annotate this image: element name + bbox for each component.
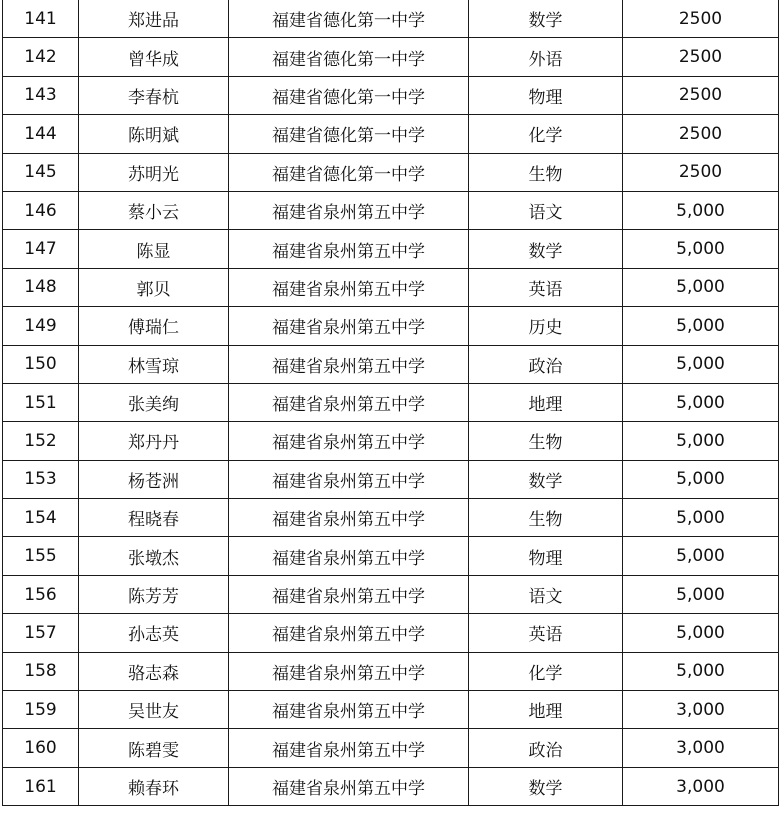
row-number: 158 — [3, 652, 79, 690]
table-row — [3, 345, 779, 383]
school-name: 福建省泉州第五中学 — [229, 422, 469, 460]
table-row — [3, 537, 779, 575]
table-row — [3, 230, 779, 268]
row-number: 159 — [3, 691, 79, 729]
school-name: 福建省德化第一中学 — [229, 38, 469, 76]
row-number: 154 — [3, 499, 79, 537]
award-amount: 5,000 — [623, 383, 779, 421]
school-name: 福建省泉州第五中学 — [229, 460, 469, 498]
school-name: 福建省泉州第五中学 — [229, 537, 469, 575]
subject: 数学 — [469, 460, 623, 498]
school-name: 福建省泉州第五中学 — [229, 691, 469, 729]
school-name: 福建省德化第一中学 — [229, 76, 469, 114]
subject: 地理 — [469, 691, 623, 729]
subject: 政治 — [469, 345, 623, 383]
row-number: 160 — [3, 729, 79, 767]
teacher-name: 吴世友 — [79, 691, 229, 729]
school-name: 福建省泉州第五中学 — [229, 499, 469, 537]
award-amount: 5,000 — [623, 537, 779, 575]
teacher-name: 郑丹丹 — [79, 422, 229, 460]
award-amount: 2500 — [623, 38, 779, 76]
teacher-name: 杨苍洲 — [79, 460, 229, 498]
row-number: 143 — [3, 76, 79, 114]
teacher-name: 骆志森 — [79, 652, 229, 690]
award-table — [2, 0, 779, 806]
subject: 生物 — [469, 422, 623, 460]
school-name: 福建省泉州第五中学 — [229, 191, 469, 229]
subject: 物理 — [469, 76, 623, 114]
row-number: 156 — [3, 575, 79, 613]
table-row — [3, 729, 779, 767]
table-row — [3, 153, 779, 191]
subject: 政治 — [469, 729, 623, 767]
row-number: 151 — [3, 383, 79, 421]
row-number: 145 — [3, 153, 79, 191]
subject: 生物 — [469, 153, 623, 191]
row-number: 141 — [3, 0, 79, 38]
teacher-name: 郭贝 — [79, 268, 229, 306]
award-amount: 5,000 — [623, 268, 779, 306]
award-amount: 5,000 — [623, 230, 779, 268]
teacher-name: 郑进品 — [79, 0, 229, 38]
table-row — [3, 38, 779, 76]
award-amount: 5,000 — [623, 422, 779, 460]
teacher-name: 苏明光 — [79, 153, 229, 191]
school-name: 福建省泉州第五中学 — [229, 652, 469, 690]
teacher-name: 陈芳芳 — [79, 575, 229, 613]
award-amount: 3,000 — [623, 767, 779, 805]
award-amount: 3,000 — [623, 691, 779, 729]
table-row — [3, 191, 779, 229]
row-number: 152 — [3, 422, 79, 460]
award-amount: 3,000 — [623, 729, 779, 767]
teacher-name: 陈碧雯 — [79, 729, 229, 767]
subject: 数学 — [469, 0, 623, 38]
table-row — [3, 652, 779, 690]
award-amount: 5,000 — [623, 345, 779, 383]
award-amount: 5,000 — [623, 652, 779, 690]
table-row — [3, 76, 779, 114]
row-number: 161 — [3, 767, 79, 805]
award-amount: 5,000 — [623, 575, 779, 613]
school-name: 福建省泉州第五中学 — [229, 767, 469, 805]
subject: 地理 — [469, 383, 623, 421]
school-name: 福建省德化第一中学 — [229, 115, 469, 153]
subject: 英语 — [469, 268, 623, 306]
subject: 英语 — [469, 614, 623, 652]
award-amount: 2500 — [623, 115, 779, 153]
school-name: 福建省泉州第五中学 — [229, 345, 469, 383]
teacher-name: 赖春环 — [79, 767, 229, 805]
row-number: 144 — [3, 115, 79, 153]
teacher-name: 孙志英 — [79, 614, 229, 652]
row-number: 149 — [3, 307, 79, 345]
teacher-name: 陈明斌 — [79, 115, 229, 153]
table-row — [3, 767, 779, 805]
award-amount: 2500 — [623, 153, 779, 191]
subject: 数学 — [469, 767, 623, 805]
subject: 外语 — [469, 38, 623, 76]
teacher-name: 林雪琼 — [79, 345, 229, 383]
school-name: 福建省德化第一中学 — [229, 0, 469, 38]
teacher-name: 程晓春 — [79, 499, 229, 537]
row-number: 153 — [3, 460, 79, 498]
school-name: 福建省德化第一中学 — [229, 153, 469, 191]
teacher-name: 傅瑞仁 — [79, 307, 229, 345]
school-name: 福建省泉州第五中学 — [229, 383, 469, 421]
school-name: 福建省泉州第五中学 — [229, 230, 469, 268]
row-number: 146 — [3, 191, 79, 229]
teacher-name: 张美绚 — [79, 383, 229, 421]
award-amount: 5,000 — [623, 307, 779, 345]
subject: 语文 — [469, 575, 623, 613]
row-number: 147 — [3, 230, 79, 268]
table-row — [3, 460, 779, 498]
award-amount: 5,000 — [623, 614, 779, 652]
award-table-sheet — [2, 0, 778, 817]
row-number: 148 — [3, 268, 79, 306]
table-row — [3, 614, 779, 652]
row-number: 150 — [3, 345, 79, 383]
subject: 语文 — [469, 191, 623, 229]
award-amount: 2500 — [623, 76, 779, 114]
teacher-name: 曾华成 — [79, 38, 229, 76]
teacher-name: 蔡小云 — [79, 191, 229, 229]
school-name: 福建省泉州第五中学 — [229, 729, 469, 767]
school-name: 福建省泉州第五中学 — [229, 307, 469, 345]
school-name: 福建省泉州第五中学 — [229, 614, 469, 652]
subject: 物理 — [469, 537, 623, 575]
row-number: 155 — [3, 537, 79, 575]
table-row — [3, 115, 779, 153]
table-row — [3, 499, 779, 537]
award-amount: 5,000 — [623, 460, 779, 498]
subject: 化学 — [469, 115, 623, 153]
table-row — [3, 575, 779, 613]
table-row — [3, 0, 779, 38]
teacher-name: 李春杭 — [79, 76, 229, 114]
table-row — [3, 383, 779, 421]
award-amount: 5,000 — [623, 499, 779, 537]
table-row — [3, 268, 779, 306]
school-name: 福建省泉州第五中学 — [229, 575, 469, 613]
row-number: 142 — [3, 38, 79, 76]
subject: 历史 — [469, 307, 623, 345]
subject: 生物 — [469, 499, 623, 537]
table-row — [3, 307, 779, 345]
award-amount: 2500 — [623, 0, 779, 38]
subject: 化学 — [469, 652, 623, 690]
table-row — [3, 422, 779, 460]
subject: 数学 — [469, 230, 623, 268]
teacher-name: 陈显 — [79, 230, 229, 268]
teacher-name: 张墩杰 — [79, 537, 229, 575]
row-number: 157 — [3, 614, 79, 652]
school-name: 福建省泉州第五中学 — [229, 268, 469, 306]
award-amount: 5,000 — [623, 191, 779, 229]
table-row — [3, 691, 779, 729]
